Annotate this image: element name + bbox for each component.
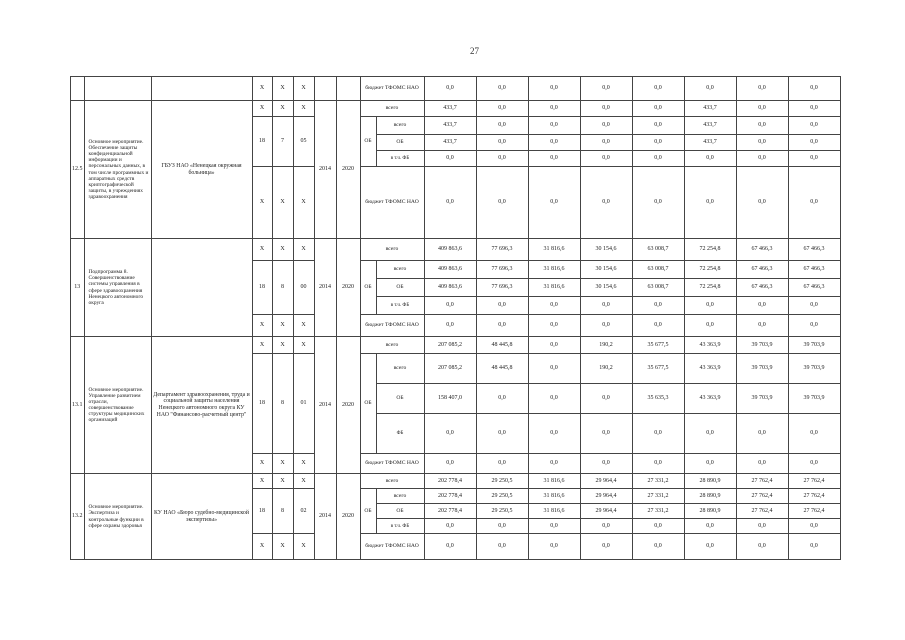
- value-cell: 0,0: [580, 315, 632, 337]
- value-cell: 48 445,8: [476, 337, 528, 354]
- value-cell: 0,0: [736, 414, 788, 454]
- value-cell: 77 696,3: [476, 279, 528, 297]
- value-cell: 190,2: [580, 337, 632, 354]
- funding-label-cell: бюджет ТФОМС НАО: [360, 454, 424, 474]
- value-cell: 0,0: [528, 454, 580, 474]
- value-cell: 0,0: [528, 297, 580, 315]
- value-cell: 67 466,3: [788, 279, 840, 297]
- funding-label-cell: всего: [376, 354, 424, 384]
- value-cell: 0,0: [684, 167, 736, 239]
- funding-label-cell: бюджет ТФОМС НАО: [360, 534, 424, 560]
- value-cell: 0,0: [424, 151, 476, 167]
- value-cell: 409 863,6: [424, 261, 476, 279]
- code-cell: 05: [293, 117, 314, 167]
- code-cell: Х: [252, 534, 272, 560]
- value-cell: 0,0: [476, 384, 528, 414]
- funding-label-cell: в т.ч. ФБ: [376, 519, 424, 534]
- code-cell: Х: [272, 101, 293, 117]
- end-year-cell: [336, 77, 360, 101]
- ob-group-cell: ОБ: [360, 489, 376, 534]
- value-cell: 0,0: [528, 101, 580, 117]
- value-cell: 0,0: [736, 117, 788, 135]
- value-cell: 0,0: [632, 117, 684, 135]
- value-cell: 433,7: [684, 135, 736, 151]
- value-cell: 0,0: [580, 151, 632, 167]
- value-cell: 31 816,6: [528, 239, 580, 261]
- start-year-cell: 2014: [314, 239, 336, 337]
- value-cell: 0,0: [424, 534, 476, 560]
- value-cell: 0,0: [736, 151, 788, 167]
- value-cell: 43 363,9: [684, 384, 736, 414]
- value-cell: 0,0: [580, 534, 632, 560]
- value-cell: 35 635,3: [632, 384, 684, 414]
- measure-description-cell: Основное мероприятие. Экспертиза и контрольные функции в сфере охраны здоровья: [84, 474, 151, 560]
- funding-label-cell: ОБ: [376, 279, 424, 297]
- funding-label-cell: ОБ: [376, 504, 424, 519]
- value-cell: 0,0: [580, 384, 632, 414]
- value-cell: 0,0: [632, 519, 684, 534]
- code-cell: Х: [272, 77, 293, 101]
- value-cell: 0,0: [528, 117, 580, 135]
- measure-description-cell: Основное мероприятие. Обеспечение защиты конфиденциальной информации и персональных данных, в том числе программных и аппаратных средств криптографической защиты, в учреждениях здравоохранения: [84, 101, 151, 239]
- value-cell: 0,0: [424, 414, 476, 454]
- value-cell: 0,0: [476, 151, 528, 167]
- value-cell: 72 254,8: [684, 239, 736, 261]
- description-cell: [84, 77, 151, 101]
- value-cell: 0,0: [788, 135, 840, 151]
- value-cell: 433,7: [684, 101, 736, 117]
- value-cell: 0,0: [632, 101, 684, 117]
- code-cell: 8: [272, 261, 293, 315]
- value-cell: 48 445,8: [476, 354, 528, 384]
- value-cell: 0,0: [528, 167, 580, 239]
- table-row: [71, 239, 841, 261]
- code-cell: Х: [293, 534, 314, 560]
- ob-group-cell: ОБ: [360, 261, 376, 315]
- value-cell: 0,0: [528, 315, 580, 337]
- value-cell: 63 008,7: [632, 279, 684, 297]
- value-cell: 409 863,6: [424, 239, 476, 261]
- code-cell: Х: [252, 239, 272, 261]
- value-cell: 31 816,6: [528, 504, 580, 519]
- value-cell: 0,0: [736, 534, 788, 560]
- executor-cell: [151, 239, 252, 337]
- code-cell: Х: [293, 315, 314, 337]
- code-cell: Х: [293, 167, 314, 239]
- end-year-cell: 2020: [336, 337, 360, 474]
- value-cell: 0,0: [476, 135, 528, 151]
- value-cell: 0,0: [736, 135, 788, 151]
- value-cell: 43 363,9: [684, 354, 736, 384]
- value-cell: 0,0: [580, 167, 632, 239]
- value-cell: 0,0: [788, 167, 840, 239]
- value-cell: 77 696,3: [476, 261, 528, 279]
- value-cell: 67 466,3: [736, 239, 788, 261]
- funding-label-cell: ОБ: [376, 384, 424, 414]
- value-cell: 190,2: [580, 354, 632, 384]
- value-cell: 27 762,4: [788, 504, 840, 519]
- value-cell: 0,0: [424, 77, 476, 101]
- funding-label-cell: в т.ч. ФБ: [376, 151, 424, 167]
- value-cell: 0,0: [736, 167, 788, 239]
- value-cell: 0,0: [476, 77, 528, 101]
- start-year-cell: [314, 77, 336, 101]
- value-cell: 39 703,9: [788, 354, 840, 384]
- value-cell: 30 154,6: [580, 239, 632, 261]
- value-cell: 27 762,4: [736, 504, 788, 519]
- code-cell: 02: [293, 489, 314, 534]
- code-cell: Х: [293, 337, 314, 354]
- value-cell: 0,0: [684, 315, 736, 337]
- value-cell: 0,0: [736, 519, 788, 534]
- code-cell: Х: [252, 77, 272, 101]
- value-cell: 0,0: [788, 519, 840, 534]
- funding-label-cell: бюджет ТФОМС НАО: [360, 315, 424, 337]
- code-cell: 7: [272, 117, 293, 167]
- code-cell: Х: [252, 474, 272, 489]
- value-cell: 27 762,4: [788, 474, 840, 489]
- value-cell: 29 250,5: [476, 489, 528, 504]
- value-cell: 0,0: [528, 354, 580, 384]
- value-cell: 0,0: [736, 297, 788, 315]
- value-cell: 0,0: [528, 384, 580, 414]
- value-cell: 0,0: [632, 297, 684, 315]
- table-row: [71, 474, 841, 489]
- code-cell: Х: [252, 454, 272, 474]
- value-cell: 0,0: [476, 297, 528, 315]
- value-cell: 0,0: [684, 534, 736, 560]
- value-cell: 0,0: [684, 519, 736, 534]
- code-cell: 18: [252, 261, 272, 315]
- value-cell: 0,0: [684, 77, 736, 101]
- code-cell: Х: [252, 101, 272, 117]
- value-cell: 207 085,2: [424, 354, 476, 384]
- funding-label-cell: ФБ: [376, 414, 424, 454]
- value-cell: 0,0: [788, 454, 840, 474]
- value-cell: 433,7: [424, 101, 476, 117]
- value-cell: 29 964,4: [580, 474, 632, 489]
- funding-label-cell: всего: [376, 261, 424, 279]
- value-cell: 27 762,4: [736, 474, 788, 489]
- value-cell: 0,0: [684, 151, 736, 167]
- executor-cell: ГБУЗ НАО «Ненецкая окружная больница»: [151, 101, 252, 239]
- table-row: [71, 337, 841, 354]
- value-cell: 0,0: [580, 135, 632, 151]
- value-cell: 0,0: [528, 337, 580, 354]
- value-cell: 0,0: [528, 77, 580, 101]
- code-cell: 18: [252, 117, 272, 167]
- executor-cell: КУ НАО «Бюро судебно-медицинской экспертизы»: [151, 474, 252, 560]
- value-cell: 39 703,9: [736, 384, 788, 414]
- measure-description-cell: Подпрограмма 8. Совершенствование системы управления в сфере здравоохранения Ненецкого автономного округа: [84, 239, 151, 337]
- code-cell: Х: [272, 337, 293, 354]
- value-cell: 0,0: [528, 519, 580, 534]
- value-cell: 202 778,4: [424, 489, 476, 504]
- value-cell: 0,0: [632, 454, 684, 474]
- value-cell: 0,0: [736, 101, 788, 117]
- value-cell: 0,0: [788, 151, 840, 167]
- end-year-cell: 2020: [336, 239, 360, 337]
- value-cell: 0,0: [736, 315, 788, 337]
- value-cell: 0,0: [424, 519, 476, 534]
- code-cell: Х: [272, 474, 293, 489]
- row-id-cell: 12.5: [71, 101, 85, 239]
- code-cell: Х: [272, 167, 293, 239]
- code-cell: 18: [252, 489, 272, 534]
- value-cell: 31 816,6: [528, 279, 580, 297]
- value-cell: 0,0: [632, 135, 684, 151]
- value-cell: 0,0: [788, 315, 840, 337]
- funding-label-cell: ОБ: [376, 135, 424, 151]
- value-cell: 39 703,9: [788, 384, 840, 414]
- value-cell: 67 466,3: [736, 261, 788, 279]
- value-cell: 43 363,9: [684, 337, 736, 354]
- funding-label-cell: всего: [360, 239, 424, 261]
- value-cell: 27 762,4: [788, 489, 840, 504]
- start-year-cell: 2014: [314, 474, 336, 560]
- value-cell: 0,0: [684, 414, 736, 454]
- value-cell: 0,0: [736, 454, 788, 474]
- value-cell: 0,0: [528, 414, 580, 454]
- value-cell: 202 778,4: [424, 474, 476, 489]
- value-cell: 28 890,9: [684, 489, 736, 504]
- value-cell: 0,0: [424, 297, 476, 315]
- value-cell: 27 331,2: [632, 489, 684, 504]
- value-cell: 72 254,8: [684, 261, 736, 279]
- value-cell: 433,7: [684, 117, 736, 135]
- value-cell: 29 964,4: [580, 504, 632, 519]
- value-cell: 0,0: [476, 519, 528, 534]
- value-cell: 0,0: [788, 101, 840, 117]
- value-cell: 0,0: [424, 454, 476, 474]
- value-cell: 39 703,9: [736, 337, 788, 354]
- value-cell: 207 085,2: [424, 337, 476, 354]
- value-cell: 0,0: [476, 117, 528, 135]
- value-cell: 77 696,3: [476, 239, 528, 261]
- table-row: [71, 77, 841, 101]
- value-cell: 0,0: [788, 77, 840, 101]
- value-cell: 0,0: [632, 315, 684, 337]
- funding-label-cell: всего: [360, 474, 424, 489]
- value-cell: 0,0: [684, 297, 736, 315]
- code-cell: Х: [252, 315, 272, 337]
- value-cell: 0,0: [528, 135, 580, 151]
- end-year-cell: 2020: [336, 101, 360, 239]
- value-cell: 28 890,9: [684, 474, 736, 489]
- value-cell: 0,0: [528, 151, 580, 167]
- measure-description-cell: Основное мероприятие. Управление развитием отрасли, совершенствование структуры медицинских организаций: [84, 337, 151, 474]
- end-year-cell: 2020: [336, 474, 360, 560]
- value-cell: 0,0: [476, 167, 528, 239]
- value-cell: 0,0: [788, 414, 840, 454]
- value-cell: 0,0: [788, 297, 840, 315]
- value-cell: 0,0: [476, 454, 528, 474]
- value-cell: 0,0: [580, 297, 632, 315]
- value-cell: 0,0: [684, 454, 736, 474]
- row-id-cell: 13.2: [71, 474, 85, 560]
- value-cell: 30 154,6: [580, 261, 632, 279]
- value-cell: 0,0: [632, 151, 684, 167]
- value-cell: 27 331,2: [632, 504, 684, 519]
- value-cell: 0,0: [580, 117, 632, 135]
- value-cell: 29 250,5: [476, 474, 528, 489]
- value-cell: 67 466,3: [788, 239, 840, 261]
- value-cell: 29 964,4: [580, 489, 632, 504]
- value-cell: 433,7: [424, 135, 476, 151]
- funding-label-cell: всего: [376, 117, 424, 135]
- code-cell: Х: [272, 454, 293, 474]
- value-cell: 35 677,5: [632, 337, 684, 354]
- value-cell: 67 466,3: [736, 279, 788, 297]
- start-year-cell: 2014: [314, 101, 336, 239]
- value-cell: 39 703,9: [788, 337, 840, 354]
- value-cell: 29 250,5: [476, 504, 528, 519]
- value-cell: 0,0: [424, 167, 476, 239]
- executor-cell: Департамент здравоохранения, труда и социальной защиты населения Ненецкого автономного округа КУ НАО "Финансово-расчетный центр": [151, 337, 252, 474]
- code-cell: Х: [252, 337, 272, 354]
- budget-table: [70, 76, 841, 560]
- value-cell: 0,0: [476, 315, 528, 337]
- value-cell: 31 816,6: [528, 489, 580, 504]
- funding-label-cell: всего: [376, 489, 424, 504]
- value-cell: 0,0: [632, 414, 684, 454]
- page-number: 27: [470, 46, 479, 56]
- value-cell: 202 778,4: [424, 504, 476, 519]
- funding-label-cell: всего: [360, 101, 424, 117]
- table-row: [71, 101, 841, 117]
- code-cell: 8: [272, 489, 293, 534]
- value-cell: 433,7: [424, 117, 476, 135]
- value-cell: 72 254,8: [684, 279, 736, 297]
- start-year-cell: 2014: [314, 337, 336, 474]
- row-id-cell: 13.1: [71, 337, 85, 474]
- value-cell: 0,0: [632, 77, 684, 101]
- value-cell: 0,0: [580, 414, 632, 454]
- value-cell: 0,0: [580, 77, 632, 101]
- value-cell: 31 816,6: [528, 474, 580, 489]
- value-cell: 0,0: [788, 534, 840, 560]
- value-cell: 63 008,7: [632, 261, 684, 279]
- code-cell: Х: [293, 77, 314, 101]
- value-cell: 27 331,2: [632, 474, 684, 489]
- value-cell: 0,0: [476, 101, 528, 117]
- value-cell: 28 890,9: [684, 504, 736, 519]
- executor-cell: [151, 77, 252, 101]
- code-cell: Х: [293, 101, 314, 117]
- value-cell: 0,0: [580, 101, 632, 117]
- value-cell: 158 407,0: [424, 384, 476, 414]
- value-cell: 409 863,6: [424, 279, 476, 297]
- value-cell: 39 703,9: [736, 354, 788, 384]
- value-cell: 31 816,6: [528, 261, 580, 279]
- code-cell: Х: [293, 454, 314, 474]
- code-cell: 01: [293, 354, 314, 454]
- code-cell: 8: [272, 354, 293, 454]
- code-cell: Х: [272, 534, 293, 560]
- code-cell: 00: [293, 261, 314, 315]
- code-cell: Х: [272, 239, 293, 261]
- ob-group-cell: ОБ: [360, 354, 376, 454]
- code-cell: Х: [252, 167, 272, 239]
- value-cell: 0,0: [788, 117, 840, 135]
- value-cell: 0,0: [736, 77, 788, 101]
- value-cell: 35 677,5: [632, 354, 684, 384]
- value-cell: 0,0: [424, 315, 476, 337]
- funding-label-cell: бюджет ТФОМС НАО: [360, 77, 424, 101]
- value-cell: 0,0: [580, 519, 632, 534]
- value-cell: 0,0: [632, 167, 684, 239]
- value-cell: 0,0: [476, 414, 528, 454]
- code-cell: 18: [252, 354, 272, 454]
- value-cell: 27 762,4: [736, 489, 788, 504]
- code-cell: Х: [293, 239, 314, 261]
- row-id-cell: 13: [71, 239, 85, 337]
- value-cell: 30 154,6: [580, 279, 632, 297]
- id-cell: [71, 77, 85, 101]
- code-cell: Х: [293, 474, 314, 489]
- code-cell: Х: [272, 315, 293, 337]
- ob-group-cell: ОБ: [360, 117, 376, 167]
- value-cell: 0,0: [580, 454, 632, 474]
- funding-label-cell: всего: [360, 337, 424, 354]
- funding-label-cell: бюджет ТФОМС НАО: [360, 167, 424, 239]
- value-cell: 0,0: [632, 534, 684, 560]
- value-cell: 63 008,7: [632, 239, 684, 261]
- value-cell: 0,0: [476, 534, 528, 560]
- value-cell: 0,0: [528, 534, 580, 560]
- value-cell: 67 466,3: [788, 261, 840, 279]
- funding-label-cell: в т.ч. ФБ: [376, 297, 424, 315]
